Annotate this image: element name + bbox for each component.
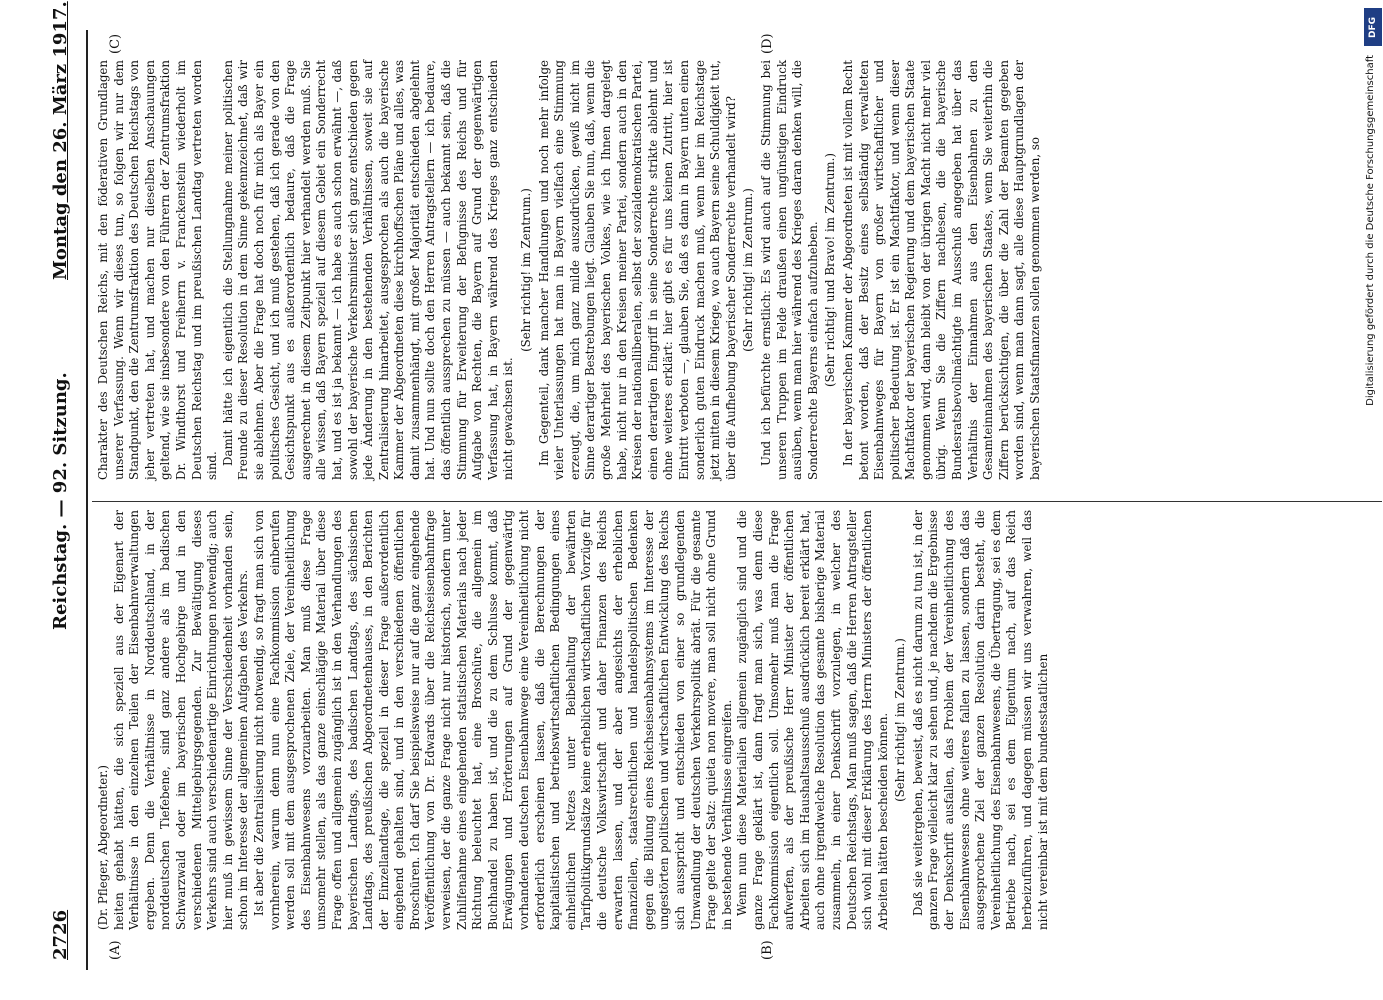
paragraph: Im Gegenteil, dank mancher Handlungen und noch mehr infolge vieler Unterlassungen hat man in Bayern vielfach eine Stimmung erzeugt, die, um mich ganz milde auszudrücken, gewiß nicht im Sinne derartiger Bestrebungen liegt. Glauben Sie nun, daß, wenn die große Mehrheit des bayerischen Volkes, wie ich Ihnen dargelegt habe, nicht nur in den Kreisen meiner Partei, sondern auch in den Kreisen der nationalliberalen, selbst der sozialdemokratischen Partei, einen derartigen Eingriff in seine Sonderrechte strikte ablehnt und ohne weiteres erklärt: hier gibt es für uns keinen Zutritt, hier ist Eintritt verboten —, glauben Sie, daß es dann in Bayern unten einen sonderlich guten Eindruck machen muß, wenn hier im Reichstage jetzt mitten in diesem Kriege, wo auch Bayern seine Schuldigkeit tut, über die Aufhebung bayerischer Sonderrechte verhandelt wird? (536, 60, 738, 480)
interjection: (Sehr richtig! im Zentrum.) (519, 188, 534, 352)
session-date: Montag den 26. März 1917. (50, 1, 71, 280)
digitization-sidebar (1364, 0, 1383, 1000)
paragraph: Ist aber die Zentralisierung nicht notwendig, so fragt man sich von vornherein, warum denn nun eine Fachkommission einberufen werden soll mit dem ausgesprochenen Ziele, der Vereinheitlichung des Eisenbahnwesens vorzuarbeiten. Man muß diese Frage umsomehr stellen, als das ganze einschlägige Material über diese Frage offen und allgemein zugänglich ist in den Verhandlungen des bayerischen Landtags, des badischen Landtags, des sächsischen Landtags, des preußischen Abgeordnetenhauses, in den Berichten der Einzellandtage, die speziell in dieser Frage außerordentlich eingehend gehalten sind, und in den verschiedenen öffentlichen Broschüren. Ich darf Sie beispielsweise nur auf die ganz eingehende Veröffentlichung von Dr. Edwards über die Reichseisenbahnfrage verweisen, der die ganze Frage nicht nur historisch, sondern unter Zuhilfenahme eines eingehenden statistischen Materials nach jeder Richtung beleuchtet hat, eine Broschüre, die allgemein im Buchhandel zu haben ist, und die zu dem Schlusse kommt, daß Erwägungen und Erörterungen auf Grund der gegenwärtig vorhandenen deutschen Eisenbahnwege eine Vereinheitlichung nicht erforderlich erscheinen lassen, daß die Berechnungen der kapitalistischen und betriebswirtschaftlichen Bedingungen eines einheitlichen Netzes unter Beibehaltung der bewährten Tarifpolitikgrundsätze keine erheblichen wirtschaftlichen Vorzüge für die deutsche Volkswirtschaft und daher Finanzen des Reichs erwarten lassen, und der aber angesichts der erheblichen finanziellen, staatsrechtlichen und handelspolitischen Bedenken gegen die Bildung eines Reichseisenbahnsystems im Interesse der ungestörten politischen und wirtschaftlichen Entwicklung des Reichs sich ausspricht und entschieden von einer so grundlegenden Umwandlung der deutschen Verkehrspolitik abrät. Für die gesamte Frage gelte der Satz: quieta non movere, man soll nicht ohne Grund in bestehende Verhältnisse eingreifen. (251, 510, 734, 930)
right-text-column (96, 60, 1044, 480)
paragraph: Wenn nun diese Materialien allgemein zugänglich sind und die ganze Frage geklärt ist, dann fragt man sich, was denn diese Fachkommission eigentlich soll. Umsomehr muß man die Frage aufwerfen, als der preußische Herr Minister der öffentlichen Arbeiten sich im Haushaltsausschuß ausdrücklich bereit erklärt hat, auch ohne irgendwelche Resolution das gesamte bisherige Material zusammeln, in einer Denkschrift vorzulegen, in welcher des Deutschen Reichstags, Man muß sagen, daß die Herren Antragsteller sich wohl mit dieser Erklärung des Herrn Ministers der öffentlichen Arbeiten hätten bescheiden können. (735, 510, 890, 930)
dfg-logo: DFG (1364, 8, 1382, 46)
column-divider (92, 501, 1382, 502)
paragraph: Charakter des Deutschen Reichs, mit den föderativen Grundlagen unserer Verfassung. Wenn wir dieses tun, so folgen wir nur dem Standpunkt, den die Zentrumsfraktion des Deutschen Reichstags von jeher vertreten hat, und machen nur dieselben Anschauungen geltend, wie sie insbesondere von den Führern der Zentrumsfraktion Dr. Windthorst und Freiherrn v. Franckenstein wiederholt im Deutschen Reichstag und im preußischen Landtag vertreten worden sind. (96, 60, 220, 480)
paragraph: In der bayerischen Kammer der Abgeordneten ist mit vollem Recht betont worden, daß der Besitz eines selbständig verwalteten Eisenbahnweges für Bayern von großer wirtschaftlicher und politischer Bedeutung ist. Er ist ein Machtfaktor, und wenn dieser Machtfaktor der bayerischen Regierung und dem bayerischen Staate genommen wird, dann bleibt von der übrigen Macht nicht mehr viel übrig. Wenn Sie die Ziffern nachlesen, die die bayerische Bundesratsbevollmächtigte im Ausschuß angegeben hat über das Verhältnis der Einnahmen aus den Eisenbahnen zu den Gesamteinnahmen des bayerischen Staates, wenn Sie weiterhin die Ziffern berücksichtigen, die über die Zahl der Beamten gegeben worden sind, wenn man dann sagt, alle diese Hauptgrundlagen der bayerischen Staatsfinanzen sollen genommen werden, so (840, 60, 1043, 480)
interjection: (Sehr richtig! und Bravo! im Zentrum.) (823, 153, 838, 387)
running-header (50, 1, 78, 960)
paragraph: Daß sie weitergehen, beweist, daß es nicht darum zu tun ist, in der ganzen Frage vielleicht klar zu sehen und, je nachdem die Ergebnisse der Denkschrift ausfallen, das Problem der Vereinheitlichung des Eisenbahnwesens ohne weiteres fallen zu lassen, sondern daß das ausgesprochene Ziel der ganzen Resolution darin besteht, die Vereinheitlichung des Eisenbahnwesens, die Übertragung, sei es dem Betriebe nach, sei es dem Eigentum nach, auf das Reich herbeizuführen, und dagegen müssen wir uns verwahren, weil das nicht vereinbar ist mit dem bundesstaatlichen (910, 510, 1050, 930)
running-title: Reichstag. — 92. Sitzung. (50, 372, 71, 630)
margin-marker-a: (A) (108, 940, 123, 960)
paragraph: heiten gehabt hätten, die sich speziell aus der Eigenart der Verhältnisse in den einzelnen Teilen der Eisenbahnverwaltungen ergeben. Denn die Verhältnisse in Norddeutschland, in der norddeutschen Tiefebene, sind ganz andere als im badischen Schwarzwald oder im bayerischen Hochgebirge und in den verschiedenen Mittelgebirgsgegenden. Zur Bewältigung dieses Verkehrs sind auch verschiedenartige Einrichtungen notwendig; auch hier muß in gewissem Sinne der Verschiedenheit vorhanden sein, schon im Interesse der allgemeinen Aufgaben des Verkehrs. (111, 510, 251, 930)
page-number: 2726 (50, 909, 71, 960)
margin-marker-b: (B) (760, 940, 775, 960)
margin-marker-c: (C) (108, 33, 123, 54)
speaker-attribution: (Dr. Pfleger, Abgeordneter.) (96, 765, 110, 930)
funding-credit: Digitalisierung gefördert durch die Deutsche Forschungsgemeinschaft (1365, 55, 1376, 406)
interjection: (Sehr richtig! im Zentrum.) (893, 638, 908, 802)
paragraph: Damit hätte ich eigentlich die Stellungnahme meiner politischen Freunde zu dieser Resolution in dem Sinne gekennzeichnet, daß wir sie ablehnen. Aber die Frage hat doch noch für mich als Bayer ein politisches Gesicht, und ich muß gestehen, daß ich gerade von den Gesichtspunkt aus es außerordentlich bedaure, daß die Frage ausgerechnet in diesem Zeitpunkt hier verhandelt werden muß. Sie alle wissen, daß Bayern speziell auf diesem Gebiet ein Sonderrecht hat, und es ist ja bekannt — ich habe es auch schon erwähnt —, daß sowohl der bayerische Verkehrsminister sich ganz entschieden gegen jede Änderung in den bestehenden Verhältnissen, soweit sie auf Zentralisierung hinarbeitet, ausgesprochen als auch die bayerische Kammer der Abgeordneten diese kirchhoffschen Pläne und alles, was damit zusammenhängt, mit großer Majorität entschieden abgelehnt hat. Und nun sollte doch den Herren Antragstellern — ich bedaure, das öffentlich aussprechen zu müssen — auch bekannt sein, daß die Stimmung für Erweiterung der Befugnisse des Reichs und für Aufgabe von Rechten, die Bayern auf Grund der gegenwärtigen Verfassung hat, in Bayern während des Krieges ganz entschieden nicht gewachsen ist. (220, 60, 516, 480)
interjection: (Sehr richtig! im Zentrum.) (741, 188, 756, 352)
left-text-column (96, 510, 1051, 930)
header-rule (86, 30, 88, 970)
margin-marker-d: (D) (760, 33, 775, 54)
paragraph: Und ich befürchte ernstlich: Es wird auch auf die Stimmung bei unseren Truppen im Felde draußen einen ungünstigen Eindruck ausüben, wenn man hier während des Krieges daran denken will, die Sonderrechte Bayerns einfach aufzuheben. (758, 60, 820, 480)
